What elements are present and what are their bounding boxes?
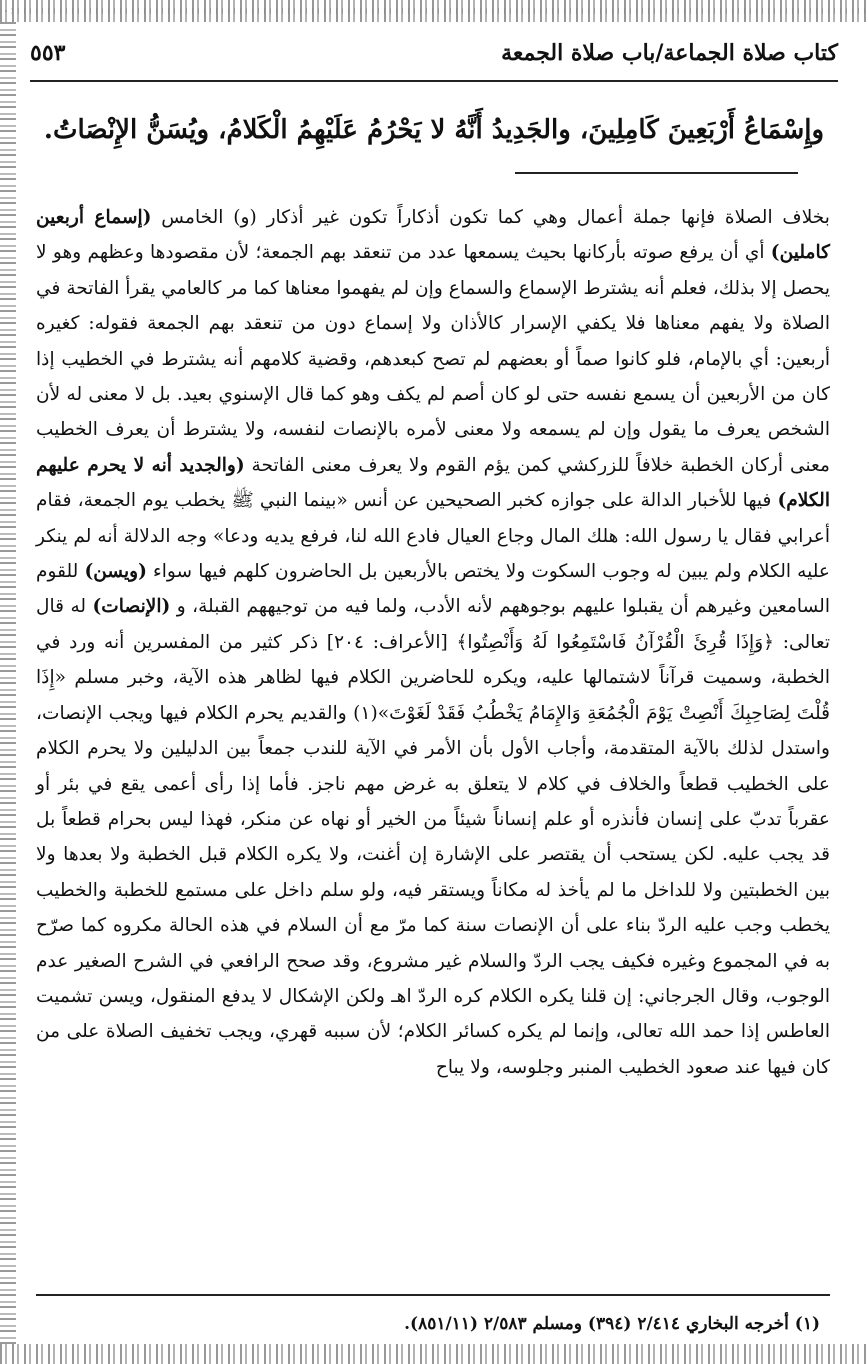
- commentary-paragraph: [36, 200, 830, 1085]
- footnote-rule: [36, 1294, 830, 1296]
- commentary-text: بخلاف الصلاة فإنها جملة أعمال وهي كما تكون أذكاراً تكون غير أذكار (و) الخامس: [151, 207, 830, 228]
- page-header: [30, 36, 838, 76]
- page-number: ٥٥٣: [30, 40, 66, 66]
- commentary-text: فيها للأخبار الدالة على جوازه كخبر الصحيحين عن أنس «بينما النبي ﷺ يخطب يوم الجمعة، فقام أعرابي فقال يا رسول الله: هلك المال وجاع العيال فادع الله لنا، فرفع يديه ودعا» وجه الدلالة أنه لم ينكر عليه الكلام ولم يبين له وجوب السكوت ولا يختص بالأربعين بل الحاضرون كلهم فيها سواء: [36, 490, 830, 583]
- commentary-quote: (الإنصات): [92, 596, 171, 618]
- top-ornament-border: [0, 0, 868, 22]
- commentary-quote: (ويسن): [84, 561, 147, 583]
- matn-text: وإِسْمَاعُ أَرْبَعِينَ كَامِلِينَ، والجَدِيدُ أَنَّهُ لا يَحْرُمُ عَلَيْهِمُ الْكَلامُ، ويُسَنُّ الإِنْصَاتُ.: [43, 115, 825, 145]
- commentary-quote: (إسماع أربعين كاملين): [36, 207, 830, 264]
- header-rule: [30, 80, 838, 82]
- bottom-ornament-border: [0, 1344, 868, 1364]
- matn-separator: [515, 172, 798, 174]
- footnote: (١) أخرجه البخاري ٢/٤١٤ (٣٩٤) ومسلم ٢/٥٨٣ (٨٥١/١١).: [404, 1314, 820, 1334]
- commentary-body: [36, 200, 830, 1085]
- commentary-text: أي أن يرفع صوته بأركانها بحيث يسمعها عدد من تنعقد بهم الجمعة؛ لأن مقصودها وعظهم وهو لا يحصل إلا بذلك، فعلم أنه يشترط الإسماع والسماع وإن لم يفهموا معناها كما مر كالعامي يقرأ الفاتحة في الصلاة ولا يفهم معناها فلا يكفي الإسرار كالأذان ولا إسماع دون من تنعقد بهم الجمعة فقوله: كغيره أربعين: أي بالإمام، فلو كانوا صماً أو بعضهم لم تصح كبعدهم، وقضية كلامهم أنه يشترط في الخطيب إذا كان من الأربعين أن يسمع نفسه حتى لو كان أصم لم يكف وهو كما قال الإسنوي بعيد. بل لا معنى له لأن الشخص يعرف ما يقول وإن لم يسمعه ولا معنى لأمره بالإنصات لنفسه، ولا يشترط أن يعرف الخطيب معنى أركان الخطبة خلافاً للزركشي كمن يؤم القوم ولا يعرف معنى الفاتحة: [36, 242, 830, 476]
- running-title: كتاب صلاة الجماعة/باب صلاة الجمعة: [501, 40, 838, 66]
- commentary-quote: (والجديد أنه لا يحرم عليهم الكلام): [36, 454, 830, 512]
- left-ornament-border: [0, 22, 16, 1344]
- commentary-text: له قال تعالى: ﴿وَإِذَا قُرِئَ الْقُرْآنُ فَاسْتَمِعُوا لَهُ وَأَنْصِتُوا﴾ [الأعراف: ٢٠٤] ذكر كثير من المفسرين أنه ورد في الخطبة، وسميت قرآناً لاشتمالها عليه، ويكره للحاضرين الكلام فيها لظاهر هذه الآية، وخبر مسلم «إِذَا قُلْتَ لِصَاحِبِكَ أَنْصِتْ يَوْمَ الْجُمُعَةِ وَالإِمَامُ يَخْطُبُ فَقَدْ لَغَوْتَ»(١) والقديم يحرم الكلام فيها ويجب الإنصات، واستدل لذلك بالآية المتقدمة، وأجاب الأول بأن الأمر في الآية للندب جمعاً بين الدليلين ولا يحرم الكلام على الخطيب قطعاً والخلاف في كلام لا يتعلق به غرض مهم ناجز. فأما إذا رأى أعمى يقع في بئر أو عقرباً تدبّ على إنسان فأنذره أو علم إنساناً شيئاً من الخير أو نهاه عن منكر، فهذا ليس بحرام قطعاً بل قد يجب عليه. لكن يستحب أن يقتصر على الإشارة إن أغنت، ولا يكره الكلام قبل الخطبة ولا بعدها ولا بين الخطبتين ولا للداخل ما لم يأخذ له مكاناً ويستقر فيه، ولو سلم داخل على مستمع للخطبة والخطيب يخطب وجب عليه الردّ بناء على أن الإنصات سنة كما مرّ مع أن السلام في هذه الحالة مكروه كما صرّح به في المجموع وغيره فكيف يجب الردّ والسلام غير مشروع، وقد صحح الرافعي في الشرح الصغير عدم الوجوب، وقال الجرجاني: إن قلنا يكره الكلام كره الردّ اهـ ولكن الإشكال لا يدفع المنقول، ويسن تشميت العاطس إذا حمد الله تعالى، وإنما لم يكره كسائر الكلام؛ لأن سببه قهري، ويجب تخفيف الصلاة على من كان فيها عند صعود الخطيب المنبر وجلوسه، ولا يباح: [36, 596, 831, 1078]
- commentary-text: للقوم السامعين وغيرهم أن يقبلوا عليهم بوجوههم لأنه الأدب، ولما فيه من توجيههم القبلة، و: [36, 561, 830, 618]
